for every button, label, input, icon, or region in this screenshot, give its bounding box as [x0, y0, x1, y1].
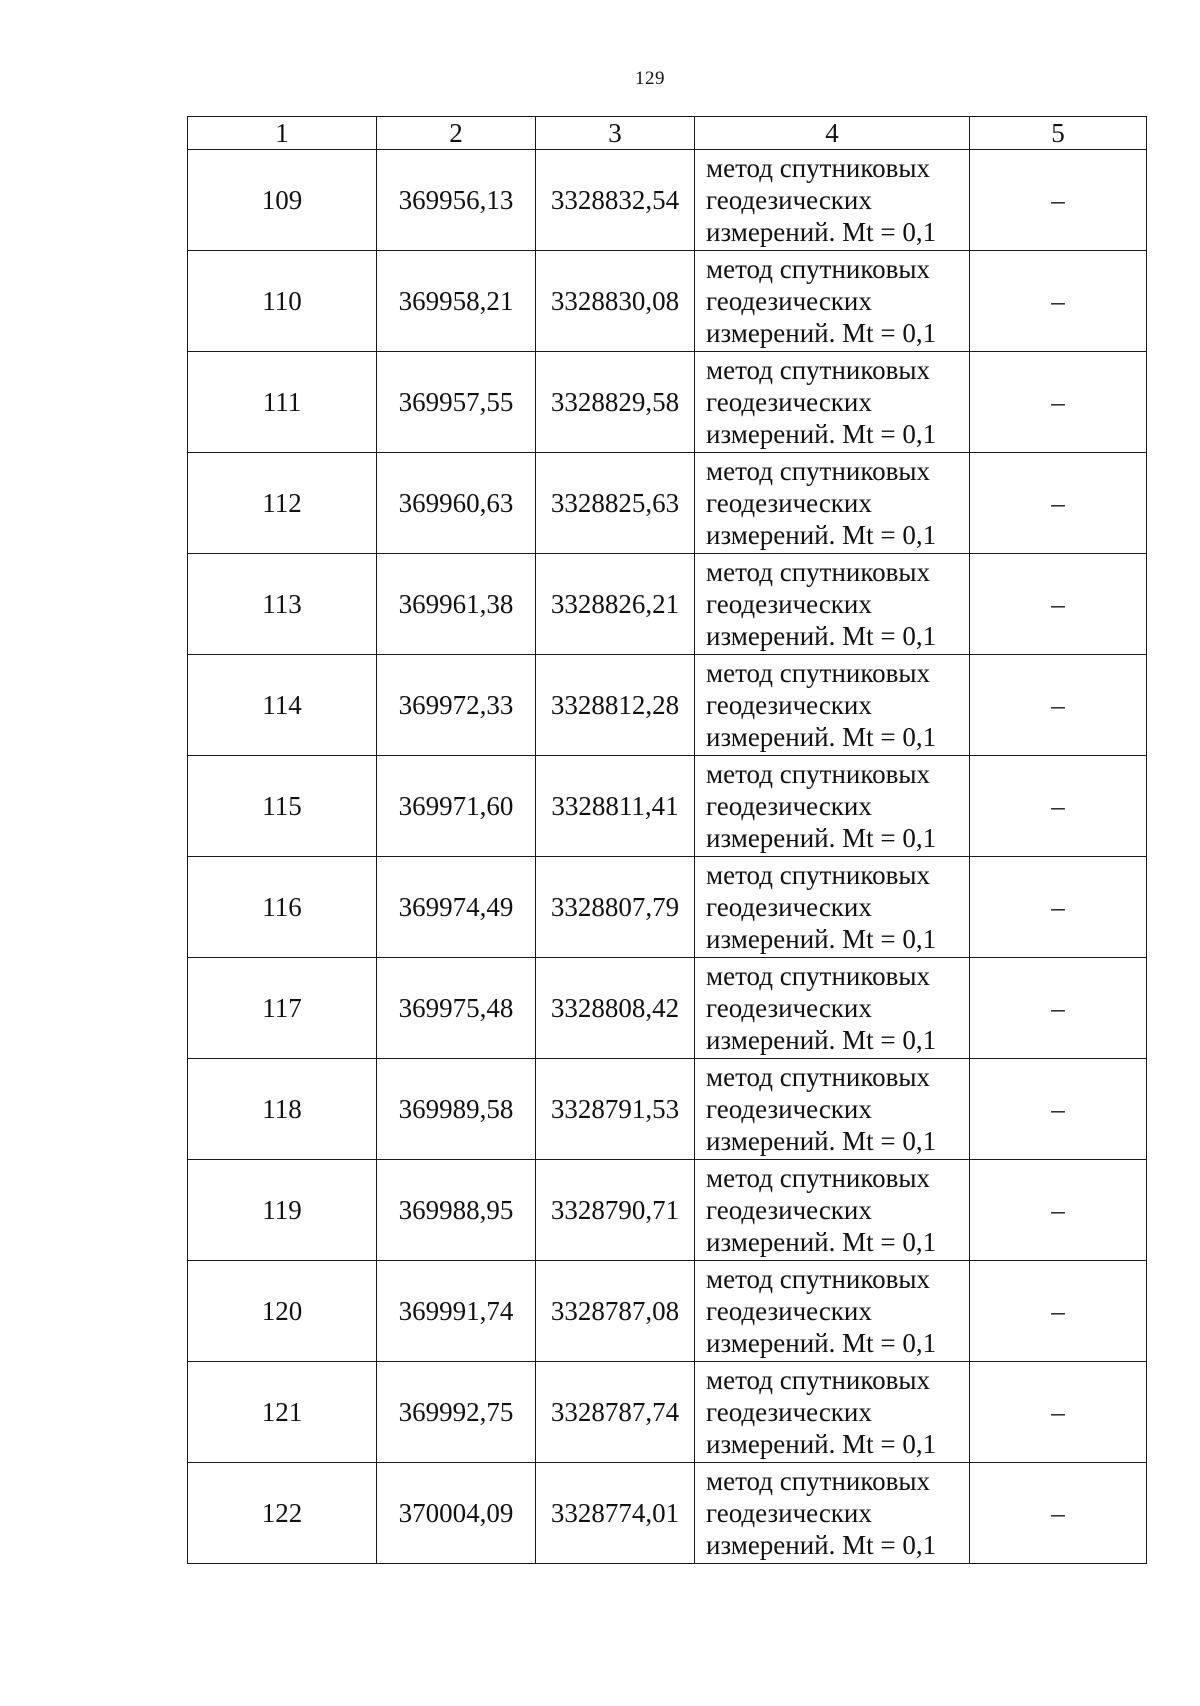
y-coordinate-cell: 3328774,01 — [536, 1463, 695, 1564]
x-coordinate-cell: 369957,55 — [377, 352, 536, 453]
note-cell: – — [970, 1463, 1147, 1564]
x-coordinate-cell: 369992,75 — [377, 1362, 536, 1463]
y-coordinate-cell: 3328832,54 — [536, 150, 695, 251]
x-coordinate-cell: 369961,38 — [377, 554, 536, 655]
method-line: измерений. Mt = 0,1 — [706, 419, 937, 449]
table-row — [188, 1059, 1147, 1160]
point-number-cell: 120 — [188, 1261, 377, 1362]
note-cell: – — [970, 857, 1147, 958]
y-coordinate-cell: 3328826,21 — [536, 554, 695, 655]
point-number-cell: 117 — [188, 958, 377, 1059]
table-row — [188, 958, 1147, 1059]
x-coordinate-cell: 369988,95 — [377, 1160, 536, 1261]
method-line: метод спутниковых — [706, 153, 930, 183]
x-coordinate-cell: 369974,49 — [377, 857, 536, 958]
header-col-3: 3 — [536, 117, 695, 150]
x-coordinate-cell: 369975,48 — [377, 958, 536, 1059]
method-cell — [695, 1059, 970, 1160]
method-cell — [695, 655, 970, 756]
method-line: измерений. Mt = 0,1 — [706, 520, 937, 550]
method-line: метод спутниковых — [706, 1466, 930, 1496]
x-coordinate-cell: 369971,60 — [377, 756, 536, 857]
method-line: метод спутниковых — [706, 254, 930, 284]
table-body — [188, 150, 1147, 1564]
header-col-4: 4 — [695, 117, 970, 150]
method-line: измерений. Mt = 0,1 — [706, 1227, 937, 1257]
table-row — [188, 655, 1147, 756]
method-line: измерений. Mt = 0,1 — [706, 1530, 937, 1560]
y-coordinate-cell: 3328807,79 — [536, 857, 695, 958]
method-line: геодезических — [706, 791, 872, 821]
method-line: геодезических — [706, 387, 872, 417]
method-line: метод спутниковых — [706, 961, 930, 991]
method-line: геодезических — [706, 1296, 872, 1326]
method-line: геодезических — [706, 185, 872, 215]
point-number-cell: 112 — [188, 453, 377, 554]
method-line: метод спутниковых — [706, 658, 930, 688]
y-coordinate-cell: 3328812,28 — [536, 655, 695, 756]
x-coordinate-cell: 369956,13 — [377, 150, 536, 251]
table-row — [188, 554, 1147, 655]
point-number-cell: 114 — [188, 655, 377, 756]
method-line: метод спутниковых — [706, 456, 930, 486]
point-number-cell: 110 — [188, 251, 377, 352]
method-line: измерений. Mt = 0,1 — [706, 318, 937, 348]
table-row — [188, 453, 1147, 554]
method-line: метод спутниковых — [706, 355, 930, 385]
y-coordinate-cell: 3328791,53 — [536, 1059, 695, 1160]
note-cell: – — [970, 655, 1147, 756]
coordinates-table — [187, 116, 1147, 1564]
method-line: метод спутниковых — [706, 759, 930, 789]
point-number-cell: 121 — [188, 1362, 377, 1463]
note-cell: – — [970, 1059, 1147, 1160]
method-cell — [695, 352, 970, 453]
note-cell: – — [970, 958, 1147, 1059]
x-coordinate-cell: 369991,74 — [377, 1261, 536, 1362]
table-header — [188, 117, 1147, 150]
x-coordinate-cell: 369989,58 — [377, 1059, 536, 1160]
y-coordinate-cell: 3328787,08 — [536, 1261, 695, 1362]
method-line: геодезических — [706, 1498, 872, 1528]
method-cell — [695, 554, 970, 655]
point-number-cell: 116 — [188, 857, 377, 958]
note-cell: – — [970, 251, 1147, 352]
table-row — [188, 251, 1147, 352]
method-line: геодезических — [706, 1195, 872, 1225]
y-coordinate-cell: 3328811,41 — [536, 756, 695, 857]
method-line: геодезических — [706, 892, 872, 922]
note-cell: – — [970, 1160, 1147, 1261]
point-number-cell: 118 — [188, 1059, 377, 1160]
table-row — [188, 756, 1147, 857]
method-line: измерений. Mt = 0,1 — [706, 722, 937, 752]
note-cell: – — [970, 453, 1147, 554]
point-number-cell: 115 — [188, 756, 377, 857]
y-coordinate-cell: 3328787,74 — [536, 1362, 695, 1463]
method-cell — [695, 1463, 970, 1564]
header-col-1: 1 — [188, 117, 377, 150]
point-number-cell: 113 — [188, 554, 377, 655]
method-cell — [695, 1160, 970, 1261]
method-line: измерений. Mt = 0,1 — [706, 823, 937, 853]
method-line: геодезических — [706, 993, 872, 1023]
table-row — [188, 857, 1147, 958]
y-coordinate-cell: 3328829,58 — [536, 352, 695, 453]
y-coordinate-cell: 3328825,63 — [536, 453, 695, 554]
method-line: метод спутниковых — [706, 1365, 930, 1395]
method-cell — [695, 1362, 970, 1463]
method-line: измерений. Mt = 0,1 — [706, 1025, 937, 1055]
y-coordinate-cell: 3328808,42 — [536, 958, 695, 1059]
note-cell: – — [970, 1261, 1147, 1362]
point-number-cell: 111 — [188, 352, 377, 453]
method-cell — [695, 857, 970, 958]
y-coordinate-cell: 3328790,71 — [536, 1160, 695, 1261]
table-row — [188, 1160, 1147, 1261]
method-cell — [695, 1261, 970, 1362]
y-coordinate-cell: 3328830,08 — [536, 251, 695, 352]
x-coordinate-cell: 369958,21 — [377, 251, 536, 352]
method-line: геодезических — [706, 286, 872, 316]
x-coordinate-cell: 369972,33 — [377, 655, 536, 756]
method-line: измерений. Mt = 0,1 — [706, 621, 937, 651]
method-line: измерений. Mt = 0,1 — [706, 1429, 937, 1459]
note-cell: – — [970, 1362, 1147, 1463]
method-cell — [695, 958, 970, 1059]
method-line: метод спутниковых — [706, 1163, 930, 1193]
header-col-2: 2 — [377, 117, 536, 150]
table-row — [188, 1463, 1147, 1564]
note-cell: – — [970, 756, 1147, 857]
note-cell: – — [970, 150, 1147, 251]
method-line: геодезических — [706, 488, 872, 518]
method-line: метод спутниковых — [706, 557, 930, 587]
method-line: метод спутниковых — [706, 1062, 930, 1092]
table-row — [188, 352, 1147, 453]
table-row — [188, 150, 1147, 251]
note-cell: – — [970, 554, 1147, 655]
method-line: геодезических — [706, 690, 872, 720]
point-number-cell: 119 — [188, 1160, 377, 1261]
method-line: измерений. Mt = 0,1 — [706, 1328, 937, 1358]
method-line: метод спутниковых — [706, 1264, 930, 1294]
method-line: геодезических — [706, 1094, 872, 1124]
method-cell — [695, 756, 970, 857]
method-line: геодезических — [706, 589, 872, 619]
table-row — [188, 1261, 1147, 1362]
method-line: геодезических — [706, 1397, 872, 1427]
point-number-cell: 122 — [188, 1463, 377, 1564]
table-row — [188, 1362, 1147, 1463]
note-cell: – — [970, 352, 1147, 453]
method-cell — [695, 150, 970, 251]
header-row — [188, 117, 1147, 150]
method-line: измерений. Mt = 0,1 — [706, 217, 937, 247]
method-line: измерений. Mt = 0,1 — [706, 924, 937, 954]
x-coordinate-cell: 370004,09 — [377, 1463, 536, 1564]
header-col-5: 5 — [970, 117, 1147, 150]
method-line: измерений. Mt = 0,1 — [706, 1126, 937, 1156]
page-number: 129 — [635, 68, 665, 89]
method-cell — [695, 453, 970, 554]
method-cell — [695, 251, 970, 352]
method-line: метод спутниковых — [706, 860, 930, 890]
x-coordinate-cell: 369960,63 — [377, 453, 536, 554]
point-number-cell: 109 — [188, 150, 377, 251]
